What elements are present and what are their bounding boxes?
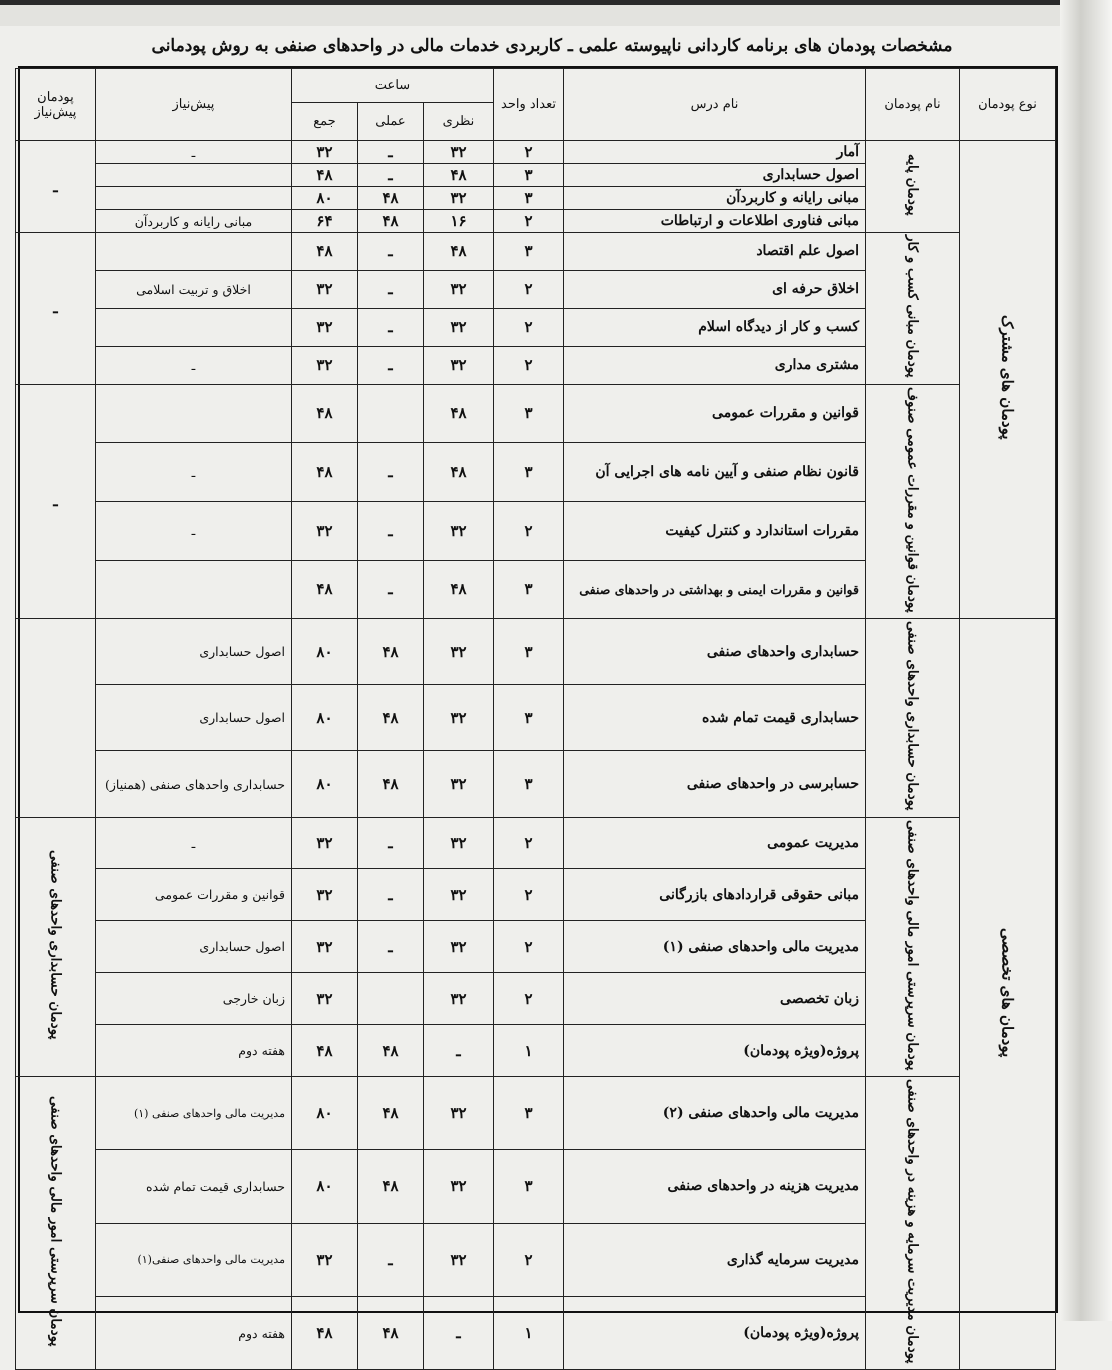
units-value: ۲ (494, 346, 564, 384)
theory-value: ۳۲ (424, 1223, 494, 1296)
theory-value: ۳۲ (424, 187, 494, 210)
prereq-value: هفته دوم (95, 1025, 291, 1077)
units-value: ۳ (494, 187, 564, 210)
prereq-module-value: پودمان حسابداری واحدهای صنفی (47, 850, 64, 1040)
total-value: ۳۲ (291, 921, 357, 973)
course-name: حسابرسی در واحدهای صنفی (564, 751, 866, 817)
total-value: ۸۰ (291, 1150, 357, 1223)
course-name: مدیریت سرمایه گذاری (564, 1223, 866, 1296)
prereq-value: حسابداری واحدهای صنفی (همنیاز) (95, 751, 291, 817)
prereq-module-value: ـ (15, 384, 95, 619)
total-value: ۴۸ (291, 1025, 357, 1077)
theory-value: ۳۲ (424, 501, 494, 560)
units-value: ۲ (494, 921, 564, 973)
prereq-value: اصول حسابداری (95, 685, 291, 751)
prereq-value: اصول حسابداری (95, 921, 291, 973)
course-name: مدیریت عمومی (564, 817, 866, 869)
total-value: ۳۲ (291, 270, 357, 308)
module-name-cell (866, 233, 960, 385)
header-course-name: نام درس (564, 69, 866, 141)
total-value: ۴۸ (291, 384, 357, 443)
prereq-module-cell (15, 1077, 95, 1370)
prereq-value: ـ (95, 817, 291, 869)
module-name: پودمان مدیریت سرمایه و هزینه در واحدهای صنفی (904, 1079, 921, 1364)
course-name: مشتری مداری (564, 346, 866, 384)
theory-value: ۳۲ (424, 619, 494, 685)
module-name: پودمان پایه (904, 153, 921, 216)
units-value: ۳ (494, 443, 564, 502)
theory-value: ۴۸ (424, 164, 494, 187)
theory-value: ۳۲ (424, 1150, 494, 1223)
theory-value: ۱۶ (424, 210, 494, 233)
units-value: ۳ (494, 685, 564, 751)
header-module-name: نام پودمان (866, 69, 960, 141)
theory-value: ۳۲ (424, 685, 494, 751)
header-theory: نظری (424, 103, 494, 141)
practical-value: ـ (358, 141, 424, 164)
header-units: تعداد واحد (494, 69, 564, 141)
units-value: ۳ (494, 164, 564, 187)
units-value: ۲ (494, 817, 564, 869)
units-value: ۱ (494, 1296, 564, 1369)
practical-value: ۴۸ (358, 1077, 424, 1150)
module-name-cell (866, 619, 960, 817)
practical-value: ـ (358, 270, 424, 308)
practical-value: ـ (358, 817, 424, 869)
course-name: مبانی رایانه و کاربردآن (564, 187, 866, 210)
type-cell-specialized (960, 619, 1056, 1370)
prereq-value (95, 560, 291, 619)
units-value: ۲ (494, 308, 564, 346)
theory-value: ۳۲ (424, 270, 494, 308)
practical-value: ـ (358, 308, 424, 346)
theory-value: ـ (424, 1296, 494, 1369)
prereq-value: هفته دوم (95, 1296, 291, 1369)
units-value: ۲ (494, 1223, 564, 1296)
page-title: مشخصات پودمان های برنامه کاردانی ناپیوسته علمی ـ کاربردی خدمات مالی در واحدهای صنفی به روش پودمانی (151, 36, 953, 56)
practical-value: ـ (358, 560, 424, 619)
header-type: نوع پودمان (960, 69, 1056, 141)
prereq-value: ـ (95, 141, 291, 164)
header-hours: ساعت (291, 69, 493, 103)
theory-value: ـ (424, 1025, 494, 1077)
total-value: ۸۰ (291, 187, 357, 210)
total-value: ۳۲ (291, 817, 357, 869)
module-name-cell (866, 384, 960, 619)
units-value: ۳ (494, 751, 564, 817)
course-name: اصول حسابداری (564, 164, 866, 187)
module-name: پودمان مبانی کسب و کار (904, 235, 921, 378)
practical-value: ۴۸ (358, 1296, 424, 1369)
units-value: ۲ (494, 869, 564, 921)
units-value: ۳ (494, 1150, 564, 1223)
course-name: قوانین و مقررات عمومی (564, 384, 866, 443)
module-name: پودمان حسابداری واحدهای صنفی (904, 621, 921, 811)
prereq-value: ـ (95, 346, 291, 384)
header-prerequisite: پیش‌نیاز (95, 69, 291, 141)
prereq-value: ـ (95, 443, 291, 502)
prereq-module-value: ـ (15, 233, 95, 385)
units-value: ۳ (494, 233, 564, 271)
prereq-value: اصول حسابداری (95, 619, 291, 685)
course-name: کسب و کار از دیدگاه اسلام (564, 308, 866, 346)
total-value: ۶۴ (291, 210, 357, 233)
total-value: ۳۲ (291, 141, 357, 164)
practical-value (358, 973, 424, 1025)
prereq-value: حسابداری قیمت تمام شده (95, 1150, 291, 1223)
course-name: پروژه(ویژه پودمان) (564, 1025, 866, 1077)
prereq-module-value (15, 619, 95, 817)
prereq-value: قوانین و مقررات عمومی (95, 869, 291, 921)
practical-value: ۴۸ (358, 619, 424, 685)
units-value: ۲ (494, 141, 564, 164)
module-name: پودمان قوانین و مقررات عمومی صنوف (904, 386, 921, 613)
module-name-cell (866, 1077, 960, 1370)
total-value: ۳۲ (291, 1223, 357, 1296)
units-value: ۲ (494, 210, 564, 233)
practical-value: ـ (358, 921, 424, 973)
prereq-value (95, 233, 291, 271)
theory-value: ۳۲ (424, 308, 494, 346)
theory-value: ۳۲ (424, 817, 494, 869)
theory-value: ۳۲ (424, 346, 494, 384)
theory-value: ۳۲ (424, 973, 494, 1025)
practical-value: ـ (358, 869, 424, 921)
course-name: اخلاق حرفه ای (564, 270, 866, 308)
module-table-frame (18, 66, 1058, 1364)
units-value: ۳ (494, 619, 564, 685)
course-name: پروژه(ویژه پودمان) (564, 1296, 866, 1369)
practical-value: ۴۸ (358, 210, 424, 233)
total-value: ۸۰ (291, 619, 357, 685)
prereq-value: اخلاق و تربیت اسلامی (95, 270, 291, 308)
course-name: مدیریت هزینه در واحدهای صنفی (564, 1150, 866, 1223)
theory-value: ۴۸ (424, 560, 494, 619)
units-value: ۲ (494, 973, 564, 1025)
practical-value: ـ (358, 233, 424, 271)
total-value: ۳۲ (291, 501, 357, 560)
course-name: مبانی حقوقی قراردادهای بازرگانی (564, 869, 866, 921)
total-value: ۸۰ (291, 751, 357, 817)
practical-value: ـ (358, 501, 424, 560)
course-name: زبان تخصصی (564, 973, 866, 1025)
practical-value: ـ (358, 443, 424, 502)
module-name-cell (866, 817, 960, 1076)
theory-value: ۳۲ (424, 869, 494, 921)
total-value: ۴۸ (291, 1296, 357, 1369)
total-value: ۸۰ (291, 685, 357, 751)
units-value: ۳ (494, 384, 564, 443)
prereq-module-cell (15, 817, 95, 1076)
course-name: مدیریت مالی واحدهای صنفی (۲) (564, 1077, 866, 1150)
prereq-module-value: ـ (15, 141, 95, 233)
prereq-value (95, 187, 291, 210)
prereq-value: زبان خارجی (95, 973, 291, 1025)
module-table (15, 68, 1056, 1370)
prereq-module-value: پودمان سرپرستی امور مالی واحدهای صنفی (47, 1095, 64, 1347)
course-name: قوانین و مقررات ایمنی و بهداشتی در واحدهای صنفی (564, 560, 866, 619)
scan-shadow-bar (0, 0, 1060, 5)
practical-value: ۴۸ (358, 187, 424, 210)
practical-value: ۴۸ (358, 1150, 424, 1223)
theory-value: ۴۸ (424, 233, 494, 271)
type-cell-shared (960, 141, 1056, 619)
theory-value: ۴۸ (424, 443, 494, 502)
module-name: پودمان سرپرستی امور مالی واحدهای صنفی (904, 819, 921, 1070)
prereq-value: مدیریت مالی واحدهای صنفی (۱) (95, 1077, 291, 1150)
course-name: مدیریت مالی واحدهای صنفی (۱) (564, 921, 866, 973)
course-name: مقررات استاندارد و کنترل کیفیت (564, 501, 866, 560)
total-value: ۸۰ (291, 1077, 357, 1150)
theory-value: ۳۲ (424, 751, 494, 817)
practical-value: ۴۸ (358, 751, 424, 817)
type-label: پودمان های تخصصی (998, 927, 1017, 1057)
practical-value: ۴۸ (358, 1025, 424, 1077)
practical-value (358, 384, 424, 443)
course-name: آمار (564, 141, 866, 164)
total-value: ۳۲ (291, 973, 357, 1025)
course-name: حسابداری واحدهای صنفی (564, 619, 866, 685)
units-value: ۲ (494, 501, 564, 560)
theory-value: ۳۲ (424, 1077, 494, 1150)
course-name: حسابداری قیمت تمام شده (564, 685, 866, 751)
total-value: ۳۲ (291, 869, 357, 921)
prereq-value (95, 384, 291, 443)
units-value: ۳ (494, 1077, 564, 1150)
header-total: جمع (291, 103, 357, 141)
header-prereq-module: پودمان پیش‌نیاز (15, 69, 95, 141)
practical-value: ـ (358, 164, 424, 187)
total-value: ۴۸ (291, 560, 357, 619)
prereq-value (95, 164, 291, 187)
practical-value: ـ (358, 346, 424, 384)
total-value: ۴۸ (291, 233, 357, 271)
units-value: ۲ (494, 270, 564, 308)
theory-value: ۳۲ (424, 141, 494, 164)
module-name-cell (866, 141, 960, 233)
course-name: اصول علم اقتصاد (564, 233, 866, 271)
header-practical: عملی (358, 103, 424, 141)
prereq-value: مدیریت مالی واحدهای صنفی(۱) (95, 1223, 291, 1296)
course-name: قانون نظام صنفی و آیین نامه های اجرایی آن (564, 443, 866, 502)
course-name: مبانی فناوری اطلاعات و ارتباطات (564, 210, 866, 233)
units-value: ۱ (494, 1025, 564, 1077)
scan-right-edge (1060, 0, 1112, 1321)
prereq-value (95, 308, 291, 346)
type-label: پودمان های مشترک (998, 315, 1017, 440)
total-value: ۴۸ (291, 443, 357, 502)
units-value: ۳ (494, 560, 564, 619)
prereq-value: ـ (95, 501, 291, 560)
total-value: ۳۲ (291, 346, 357, 384)
prereq-value: مبانی رایانه و کاربردآن (95, 210, 291, 233)
practical-value: ـ (358, 1223, 424, 1296)
total-value: ۴۸ (291, 164, 357, 187)
total-value: ۳۲ (291, 308, 357, 346)
theory-value: ۴۸ (424, 384, 494, 443)
practical-value: ۴۸ (358, 685, 424, 751)
theory-value: ۳۲ (424, 921, 494, 973)
